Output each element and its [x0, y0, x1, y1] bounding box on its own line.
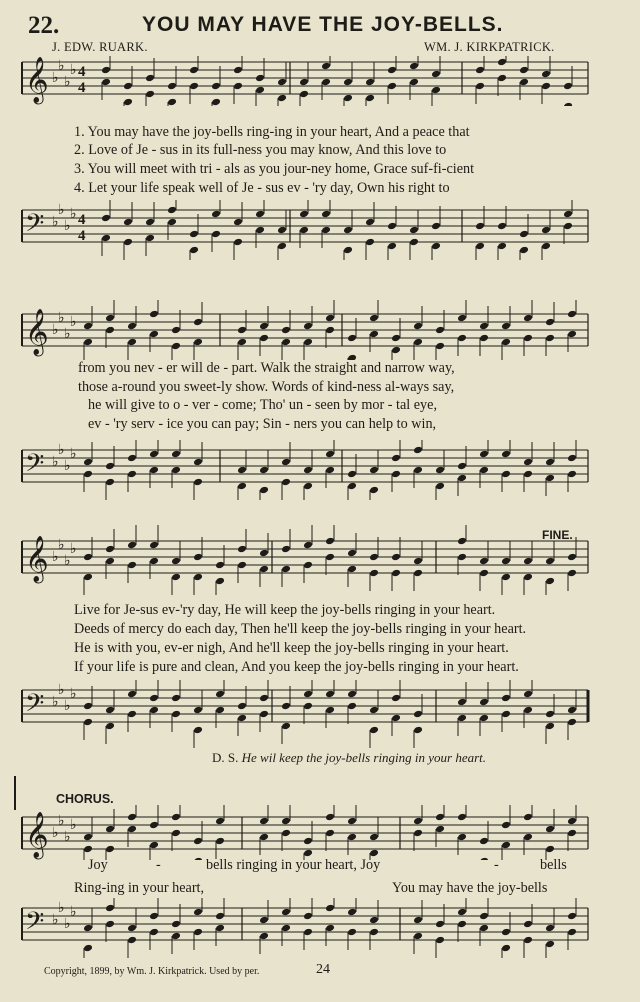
svg-text:♭: ♭ — [58, 310, 65, 326]
verse-1-line-3: Live for Je-sus ev-'ry day, He will keep the joy-bells ringing in your heart. — [74, 602, 496, 618]
svg-text:𝄞: 𝄞 — [25, 812, 49, 858]
svg-text:4: 4 — [78, 228, 86, 244]
svg-text:𝄞: 𝄞 — [25, 536, 49, 582]
verse-2-line-3: Deeds of mercy do each day, Then he'll keep the joy-bells ringing in your heart. — [74, 621, 527, 637]
treble-staff-3 — [0, 525, 640, 595]
treble-staff-chorus — [0, 805, 640, 860]
svg-text:♭: ♭ — [58, 682, 65, 698]
bass-staff-3 — [0, 680, 640, 750]
treble-staff-2 — [0, 300, 640, 360]
ds-text: He wil keep the joy-bells ringing in your heart. — [241, 750, 487, 765]
svg-text:♭: ♭ — [58, 900, 65, 916]
svg-text:𝄢: 𝄢 — [25, 449, 45, 484]
verse-3-line-3: He is with you, ev-er nigh, And he'll keep the joy-bells ringing in your heart. — [74, 640, 509, 656]
chorus-word-joy: Joy — [88, 857, 108, 873]
verse-4-line-1: 4. Let your life speak well of Je - sus ev - 'ry day, Own his right to — [74, 180, 450, 196]
hymn-title: YOU MAY HAVE THE JOY-BELLS. — [142, 13, 504, 36]
svg-text:𝄢: 𝄢 — [25, 907, 45, 942]
chorus-line-2-right: You may have the joy-bells — [392, 880, 548, 896]
svg-text:♭: ♭ — [70, 817, 77, 833]
svg-text:♭: ♭ — [64, 916, 71, 932]
svg-text:♭: ♭ — [58, 537, 65, 553]
chorus-hyphen-1: - — [156, 857, 161, 873]
page-number: 24 — [316, 962, 330, 977]
verse-2-line-1: 2. Love of Je - sus in its full-ness you may know, And this love to — [74, 142, 447, 158]
chorus-word-bells: bells — [540, 857, 567, 873]
svg-text:♭: ♭ — [64, 218, 71, 234]
svg-text:♭: ♭ — [70, 314, 77, 330]
svg-text:♭: ♭ — [52, 214, 59, 230]
svg-text:𝄢: 𝄢 — [25, 209, 45, 244]
bass-staff-chorus — [0, 898, 640, 958]
svg-text:𝄞: 𝄞 — [25, 309, 49, 355]
hymn-number: 22. — [28, 12, 60, 39]
svg-text:♭: ♭ — [52, 912, 59, 928]
bass-staff-2 — [0, 440, 640, 500]
svg-text:♭: ♭ — [52, 549, 59, 565]
svg-text:♭: ♭ — [58, 442, 65, 458]
svg-text:4: 4 — [78, 80, 86, 96]
copyright-notice: Copyright, 1899, by Wm. J. Kirkpatrick. Used by per. — [44, 966, 260, 977]
svg-text:♭: ♭ — [52, 825, 59, 841]
svg-text:♭: ♭ — [70, 446, 77, 462]
svg-text:♭: ♭ — [70, 206, 77, 222]
svg-text:♭: ♭ — [52, 322, 59, 338]
verse-1-line-1: 1. You may have the joy-bells ring-ing in your heart, And a peace that — [74, 124, 470, 140]
svg-text:♭: ♭ — [64, 326, 71, 342]
author-words: J. EDW. RUARK. — [52, 40, 148, 54]
svg-text:♭: ♭ — [70, 62, 77, 78]
svg-text:♭: ♭ — [64, 553, 71, 569]
svg-text:𝄞: 𝄞 — [25, 57, 49, 103]
treble-staff-1 — [0, 56, 640, 106]
author-music: WM. J. KIRKPATRICK. — [424, 40, 555, 54]
svg-text:♭: ♭ — [52, 694, 59, 710]
verse-3-line-1: 3. You will meet with tri - als as you jour-ney home, Grace suf-fi-cient — [74, 161, 475, 177]
svg-text:♭: ♭ — [52, 70, 59, 86]
svg-text:♭: ♭ — [64, 458, 71, 474]
verse-2-line-2: those a-round you sweet-ly show. Words of kind-ness al-ways say, — [78, 379, 455, 395]
svg-text:♭: ♭ — [70, 686, 77, 702]
chorus-hyphen-2: - — [494, 857, 499, 873]
svg-text:♭: ♭ — [70, 541, 77, 557]
chorus-line-2-left: Ring-ing in your heart, — [74, 880, 205, 896]
verse-1-line-2: from you nev - er will de - part. Walk the straight and narrow way, — [78, 360, 455, 376]
svg-text:4: 4 — [78, 64, 86, 80]
svg-text:♭: ♭ — [58, 202, 65, 218]
chorus-label: CHORUS. — [56, 792, 114, 806]
chorus-line-1-main: bells ringing in your heart, Joy — [206, 857, 381, 873]
svg-text:♭: ♭ — [64, 829, 71, 845]
verse-4-line-2: ev - 'ry serv - ice you can pay; Sin - ners you can help to win, — [88, 416, 437, 432]
verse-4-line-3: If your life is pure and clean, And you keep the joy-bells ringing in your heart. — [74, 659, 519, 675]
verse-3-line-2: he will give to o - ver - come; Tho' un - seen by mor - tal eye, — [88, 397, 437, 413]
svg-text:♭: ♭ — [52, 454, 59, 470]
svg-text:♭: ♭ — [64, 74, 71, 90]
svg-text:♭: ♭ — [70, 904, 77, 920]
ds-prefix: D. S. — [212, 750, 239, 765]
ds-instruction — [212, 750, 486, 766]
svg-text:4: 4 — [78, 212, 86, 228]
fine-marker: FINE. — [542, 528, 573, 542]
svg-text:♭: ♭ — [64, 698, 71, 714]
svg-text:♭: ♭ — [58, 58, 65, 74]
svg-text:𝄢: 𝄢 — [25, 689, 45, 724]
svg-text:♭: ♭ — [58, 813, 65, 829]
bass-staff-1 — [0, 200, 640, 260]
